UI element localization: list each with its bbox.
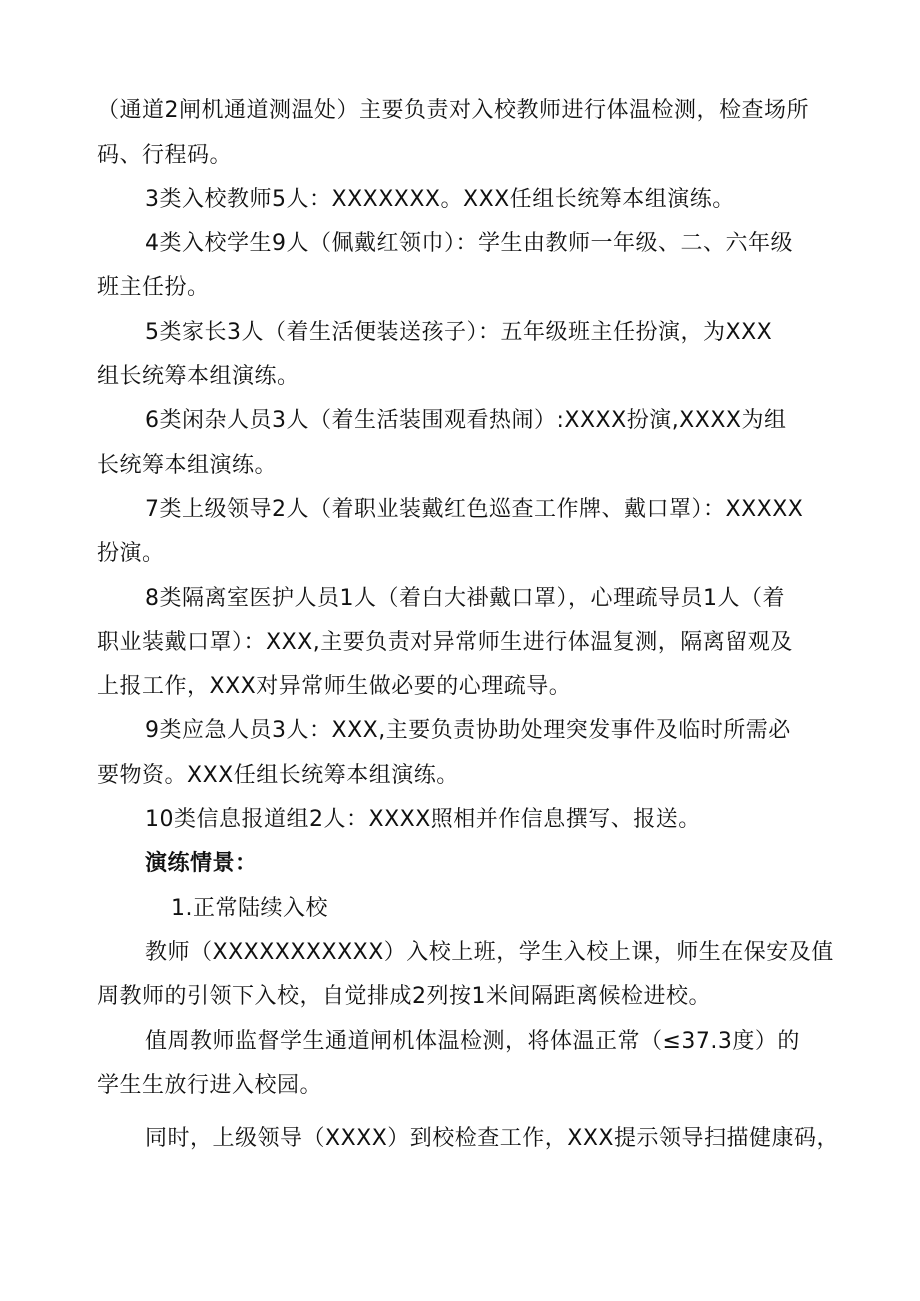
section-heading: 演练情景： bbox=[145, 851, 258, 876]
paragraph-line: 组长统筹本组演练。 bbox=[97, 364, 300, 389]
paragraph-line: 码、行程码。 bbox=[97, 143, 233, 168]
paragraph-line: 3类入校教师5人：XXXXXXX。XXX任组长统筹本组演练。 bbox=[145, 187, 735, 212]
paragraph-line: 长统筹本组演练。 bbox=[97, 453, 278, 478]
paragraph-line: 5类家长3人（着生活便装送孩子）：五年级班主任扮演，为XXX bbox=[145, 320, 773, 345]
paragraph-line: 8类隔离室医护人员1人（着白大褂戴口罩），心理疏导员1人（着 bbox=[145, 586, 785, 611]
paragraph-line: 值周教师监督学生通道闸机体温检测，将体温正常（≤37.3度）的 bbox=[145, 1029, 800, 1054]
paragraph-line: 上报工作，XXX对异常师生做必要的心理疏导。 bbox=[97, 674, 572, 699]
paragraph-line: 4类入校学生9人（佩戴红领巾）：学生由教师一年级、二、六年级 bbox=[145, 231, 793, 256]
subsection-heading: 1.正常陆续入校 bbox=[171, 896, 328, 921]
paragraph-line: 10类信息报道组2人：XXXX照相并作信息撰写、报送。 bbox=[145, 807, 701, 832]
paragraph-line: 学生生放行进入校园。 bbox=[97, 1073, 323, 1098]
paragraph-line: 教师（XXXXXXXXXXX）入校上班，学生入校上课，师生在保安及值 bbox=[145, 940, 834, 965]
paragraph-line: 同时，上级领导（XXXX）到校检查工作，XXX提示领导扫描健康码， bbox=[145, 1126, 840, 1151]
paragraph-line: （通道2闸机通道测温处）主要负责对入校教师进行体温检测，检查场所 bbox=[97, 98, 809, 123]
paragraph-line: 9类应急人员3人：XXX,主要负责协助处理突发事件及临时所需必 bbox=[145, 718, 791, 743]
paragraph-line: 周教师的引领下入校，自觉排成2列按1米间隔距离候检进校。 bbox=[97, 984, 711, 1009]
paragraph-line: 职业装戴口罩）：XXX,主要负责对异常师生进行体温复测，隔离留观及 bbox=[97, 630, 793, 655]
paragraph-line: 6类闲杂人员3人（着生活装围观看热闹）:XXXX扮演,XXXX为组 bbox=[145, 408, 787, 433]
paragraph-line: 班主任扮。 bbox=[97, 275, 210, 300]
paragraph-line: 要物资。XXX任组长统筹本组演练。 bbox=[97, 763, 459, 788]
paragraph-line: 扮演。 bbox=[97, 541, 165, 566]
paragraph-line: 7类上级领导2人（着职业装戴红色巡查工作牌、戴口罩）：XXXXX bbox=[145, 497, 804, 522]
